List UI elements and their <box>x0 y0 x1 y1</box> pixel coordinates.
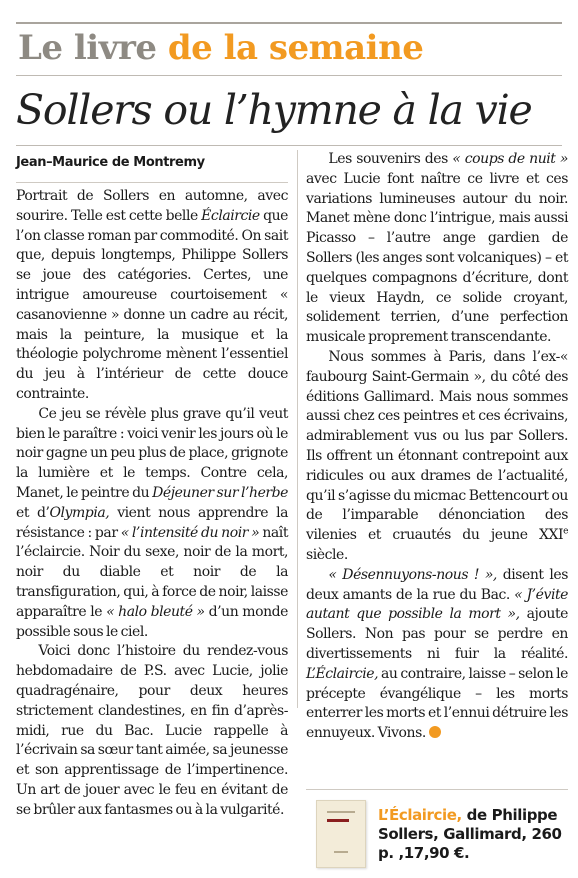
italic-text: « halo bleuté » <box>106 603 205 620</box>
article-right-column <box>306 150 568 744</box>
italic-text: « coups de nuit » <box>452 151 568 167</box>
paragraph <box>16 187 288 405</box>
paragraph <box>306 566 568 744</box>
book-details: de Philippe Sollers, Gallimard, 260 p. ,17,90 €. <box>378 806 562 862</box>
text-run: Portrait de Sollers en automne, avec sourire. Telle est cette belle <box>16 188 288 224</box>
paragraph <box>16 642 288 820</box>
text-run: d’un monde possible sous le ciel. <box>16 603 288 640</box>
headline-rule <box>16 145 562 146</box>
end-mark-icon <box>429 726 441 738</box>
italic-text: Éclaircie <box>201 207 260 224</box>
text-run: et d’ <box>16 504 50 521</box>
italic-text: « J’évite autant que possible la mort », <box>306 586 568 623</box>
rubric-part-2: de la semaine <box>167 28 424 68</box>
rubric-part-1: Le livre <box>18 28 157 68</box>
paragraph <box>306 150 568 348</box>
rubric-rule <box>16 75 562 76</box>
text-run: disent les deux amants de la rue du Bac. <box>306 566 568 603</box>
headline: Sollers ou l’hymne à la vie <box>16 86 532 134</box>
book-info-box <box>306 789 568 874</box>
text-run: Voici donc l’histoire du rendez-vous hebdomadaire de P.S. avec Lucie, jolie quadragénaire, pour deux heures strictement clandestines, en fin d’après-midi, rue du Bac. Lucie rappelle à l’écrivain sa sœur tant aimée, sa jeunesse et son apprentissage de l’impertinence. Un art de jouer avec le feu en évitant de se brûler aux fantasmes ou à la vulgarité. <box>16 643 288 818</box>
left-column-body <box>16 187 288 821</box>
italic-text: L’Éclaircie, <box>306 665 379 682</box>
article-left-column <box>16 150 288 821</box>
text-run: e <box>563 526 568 537</box>
right-column-body <box>306 150 568 744</box>
paragraph <box>16 405 288 643</box>
paragraph <box>306 348 568 566</box>
italic-text: Olympia, <box>49 504 110 521</box>
book-cover-icon <box>316 800 366 868</box>
text-run: ajoute Sollers. Non pas pour se perdre en divertissements ni fuir la réalité. <box>306 606 568 662</box>
text-run: vient nous apprendre la résistance : par <box>16 504 288 541</box>
text-run: Nous sommes à Paris, dans l’ex-« faubourg Saint-Germain », du côté des éditions Gallimard. Mais nous sommes aussi chez ces peintres et ces écrivains, admirablement vus ou lus par Sollers. Ils offrent un étonnant contrepoint aux ridicules ou aux drames de l’actualité, qu’il s’agisse du micmac Bettencourt ou de l’imparable dénonciation des vilenies et cruautés du jeune XXI <box>306 348 568 544</box>
text-run: Les souvenirs des <box>328 151 453 167</box>
book-title: L’Éclaircie, <box>378 806 462 824</box>
italic-text: Déjeuner sur l’herbe <box>152 484 288 501</box>
text-run: avec Lucie font naître ce livre et ces variations lumineuses autour du noir. Manet mène donc l’intrigue, mais aussi Picasso – l’autre ange gardien de Sollers (les anges sont volcaniques) – et quelques compagnons d’écriture, dont le vieux Haydn, ce solide croyant, solidement terrien, d’une perfection musicale proprement transcendante. <box>306 170 568 346</box>
book-info-text <box>378 806 564 863</box>
italic-text: « Désennuyons-nous ! », <box>328 566 497 583</box>
text-run: au contraire, laisse – selon le précepte évangélique – les morts enterrer les morts et l’ennui détruire les ennuyeux. Vivons. <box>306 665 568 742</box>
column-divider <box>297 150 298 708</box>
text-run: Ce jeu se révèle plus grave qu’il veut bien le paraître : voici venir les jours où le noir gagne un peu plus de place, grignote la lumière et le temps. Contre cela, Manet, le peintre du <box>16 405 288 501</box>
text-run: que l’on classe roman par commodité. On sait que, depuis longtemps, Philippe Sollers se joue des catégories. Certes, une intrigue amoureuse courtoisement « casanovienne » donne un cadre au récit, mais la peinture, la musique et la théologie polychrome mènent l’essentiel du jeu à l’intérieur de cette douce contrainte. <box>16 207 288 402</box>
italic-text: « l’intensité du noir » <box>120 524 260 541</box>
text-run: naît l’éclaircie. Noir du sexe, noir de la mort, noir du diable et noir de la transfiguration, qui, à force de noir, laisse apparaître le <box>16 524 288 620</box>
text-run: siècle. <box>306 546 348 563</box>
byline-rule <box>16 182 288 183</box>
top-rule <box>16 22 562 24</box>
author-byline: Jean–Maurice de Montremy <box>16 155 205 170</box>
rubric-title <box>18 27 423 69</box>
